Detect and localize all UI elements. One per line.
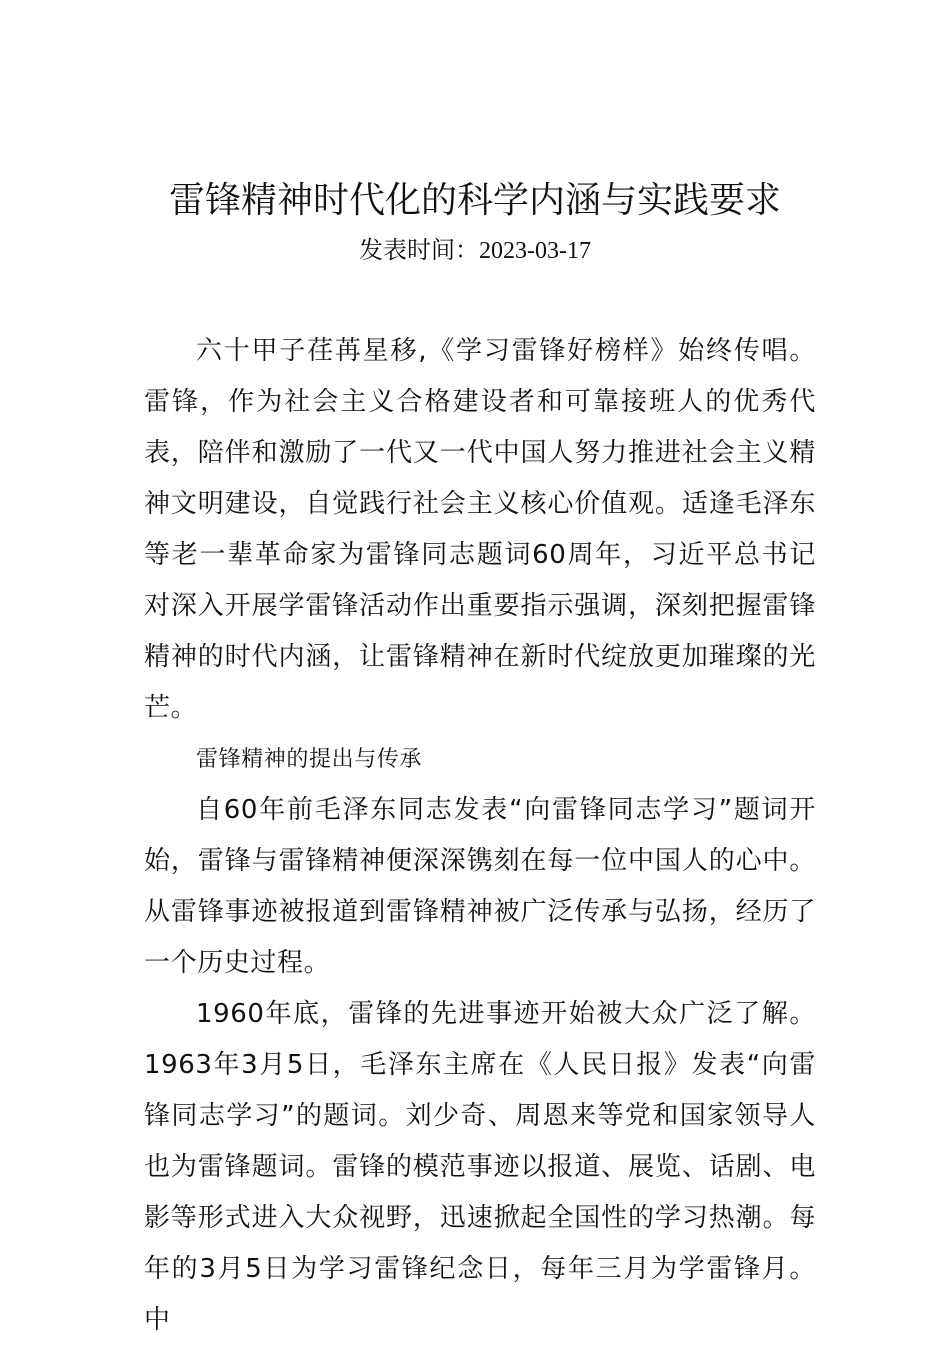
publish-date-value: 2023-03-17 (479, 238, 591, 264)
section-heading: 雷锋精神的提出与传承 (196, 747, 423, 772)
publish-date (0, 230, 950, 271)
paragraph-history: 1960年底，雷锋的先进事迹开始被大众广泛了解。1963年3月5日，毛泽东主席在《人民日报》发表“向雷锋同志学习”的题词。刘少奇、周恩来等党和国家领导人也为雷锋题词。雷锋的模范事迹以报道、展览、话剧、电影等形式进入大众视野，迅速掀起全国性的学习热潮。每年的3月5日为学习雷锋纪念日，每年三月为学雷锋月。中 (144, 999, 816, 1335)
paragraph-intro: 六十甲子荏苒星移,《学习雷锋好榜样》始终传唱。雷锋，作为社会主义合格建设者和可靠接班人的优秀代表，陪伴和激励了一代又一代中国人努力推进社会主义精神文明建设，自觉践行社会主义核心价值观。适逢毛泽东等老一辈革命家为雷锋同志题词60周年，习近平总书记对深入开展学雷锋活动作出重要指示强调，深刻把握雷锋精神的时代内涵，让雷锋精神在新时代绽放更加璀璨的光芒。 (144, 336, 816, 723)
page-title: 雷锋精神时代化的科学内涵与实践要求 (168, 180, 781, 221)
article-body (144, 326, 816, 1346)
publish-date-label: 发表时间： (359, 236, 479, 264)
paragraph-origin: 自60年前毛泽东同志发表“向雷锋同志学习”题词开始，雷锋与雷锋精神便深深镌刻在每一位中国人的心中。从雷锋事迹被报道到雷锋精神被广泛传承与弘扬，经历了一个历史过程。 (144, 795, 816, 978)
